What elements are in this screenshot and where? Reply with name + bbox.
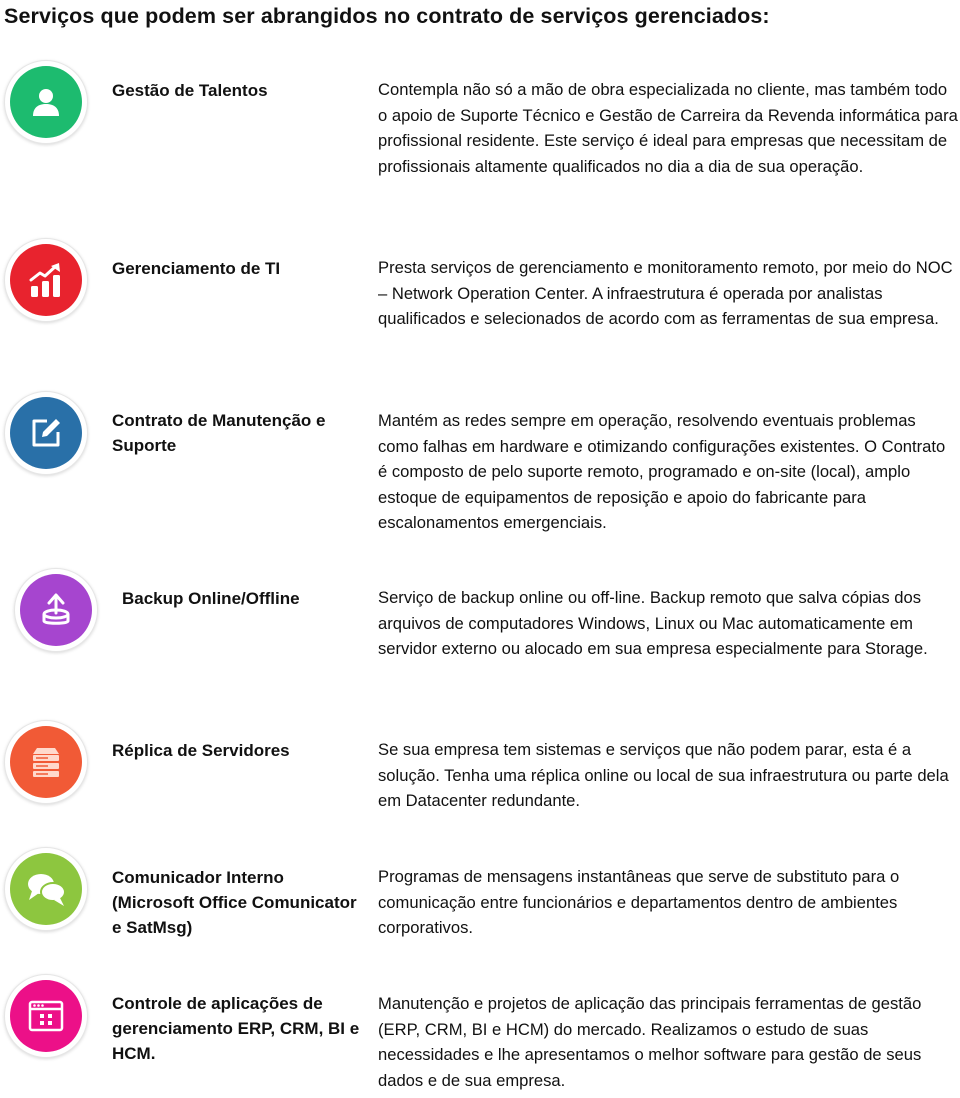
service-name: Contrato de Manutenção e Suporte — [112, 411, 326, 455]
service-icon-badge — [4, 720, 88, 804]
service-description: Serviço de backup online ou off-line. Backup remoto que salva cópias dos arquivos de computadores Windows, Linux ou Mac automaticamente em servidor externo ou alocado em sua empresa especialmente para Storage. — [378, 588, 928, 658]
service-icon-badge — [14, 568, 98, 652]
edit-icon — [28, 415, 64, 451]
service-icon-circle — [10, 726, 82, 798]
service-icon-badge — [4, 238, 88, 322]
chat-bubbles-icon — [24, 869, 68, 909]
service-description: Contempla não só a mão de obra especializada no cliente, mas também todo o apoio de Suporte Técnico e Gestão de Carreira da Revenda informática para profissional residente. Este serviço é ideal para empresas que necessitam de profissionais altamente qualificados no dia a dia de sua operação. — [378, 80, 958, 176]
service-icon-circle — [10, 397, 82, 469]
service-icon-badge — [4, 391, 88, 475]
browser-window-icon — [27, 999, 65, 1033]
service-description: Manutenção e projetos de aplicação das principais ferramentas de gestão (ERP, CRM, BI e HCM) do mercado. Realizamos o estudo de suas necessidades e lhe apresentamos o melhor software para gestão de seus dados e de sua empresa. — [378, 994, 922, 1090]
service-name: Comunicador Interno (Microsoft Office Comunicator e SatMsg) — [112, 868, 357, 937]
service-name: Gestão de Talentos — [112, 81, 268, 100]
service-icon-circle — [20, 574, 92, 646]
server-icon — [28, 744, 64, 780]
service-icon-circle — [10, 66, 82, 138]
service-description: Mantém as redes sempre em operação, resolvendo eventuais problemas como falhas em hardware e otimizando configurações existentes. O Contrato é composto de pelo suporte remoto, programado e on-site (local), amplo estoque de equipamentos de reposição e apoio do fabricante para escalonamentos emergenciais. — [378, 411, 946, 532]
page-title: Serviços que podem ser abrangidos no contrato de serviços gerenciados: — [4, 4, 770, 28]
growth-chart-icon — [26, 260, 66, 300]
service-icon-circle — [10, 244, 82, 316]
service-description: Se sua empresa tem sistemas e serviços que não podem parar, esta é a solução. Tenha uma réplica online ou local de sua infraestrutura ou parte dela em Datacenter redundante. — [378, 740, 949, 810]
service-name: Controle de aplicações de gerenciamento ERP, CRM, BI e HCM. — [112, 994, 360, 1063]
upload-storage-icon — [36, 590, 76, 630]
service-icon-circle — [10, 980, 82, 1052]
service-icon-badge — [4, 60, 88, 144]
service-icon-circle — [10, 853, 82, 925]
service-description: Programas de mensagens instantâneas que serve de substituto para o comunicação entre funcionários e departamentos dentro de ambientes corporativos. — [378, 867, 900, 937]
service-name: Gerenciamento de TI — [112, 259, 281, 278]
service-description: Presta serviços de gerenciamento e monitoramento remoto, por meio do NOC – Network Operation Center. A infraestrutura é operada por analistas qualificados e selecionados de acordo com as ferramentas de sua empresa. — [378, 258, 953, 328]
service-icon-badge — [4, 847, 88, 931]
service-name: Réplica de Servidores — [112, 741, 290, 760]
user-icon — [29, 85, 63, 119]
service-name: Backup Online/Offline — [122, 589, 300, 608]
service-icon-badge — [4, 974, 88, 1058]
